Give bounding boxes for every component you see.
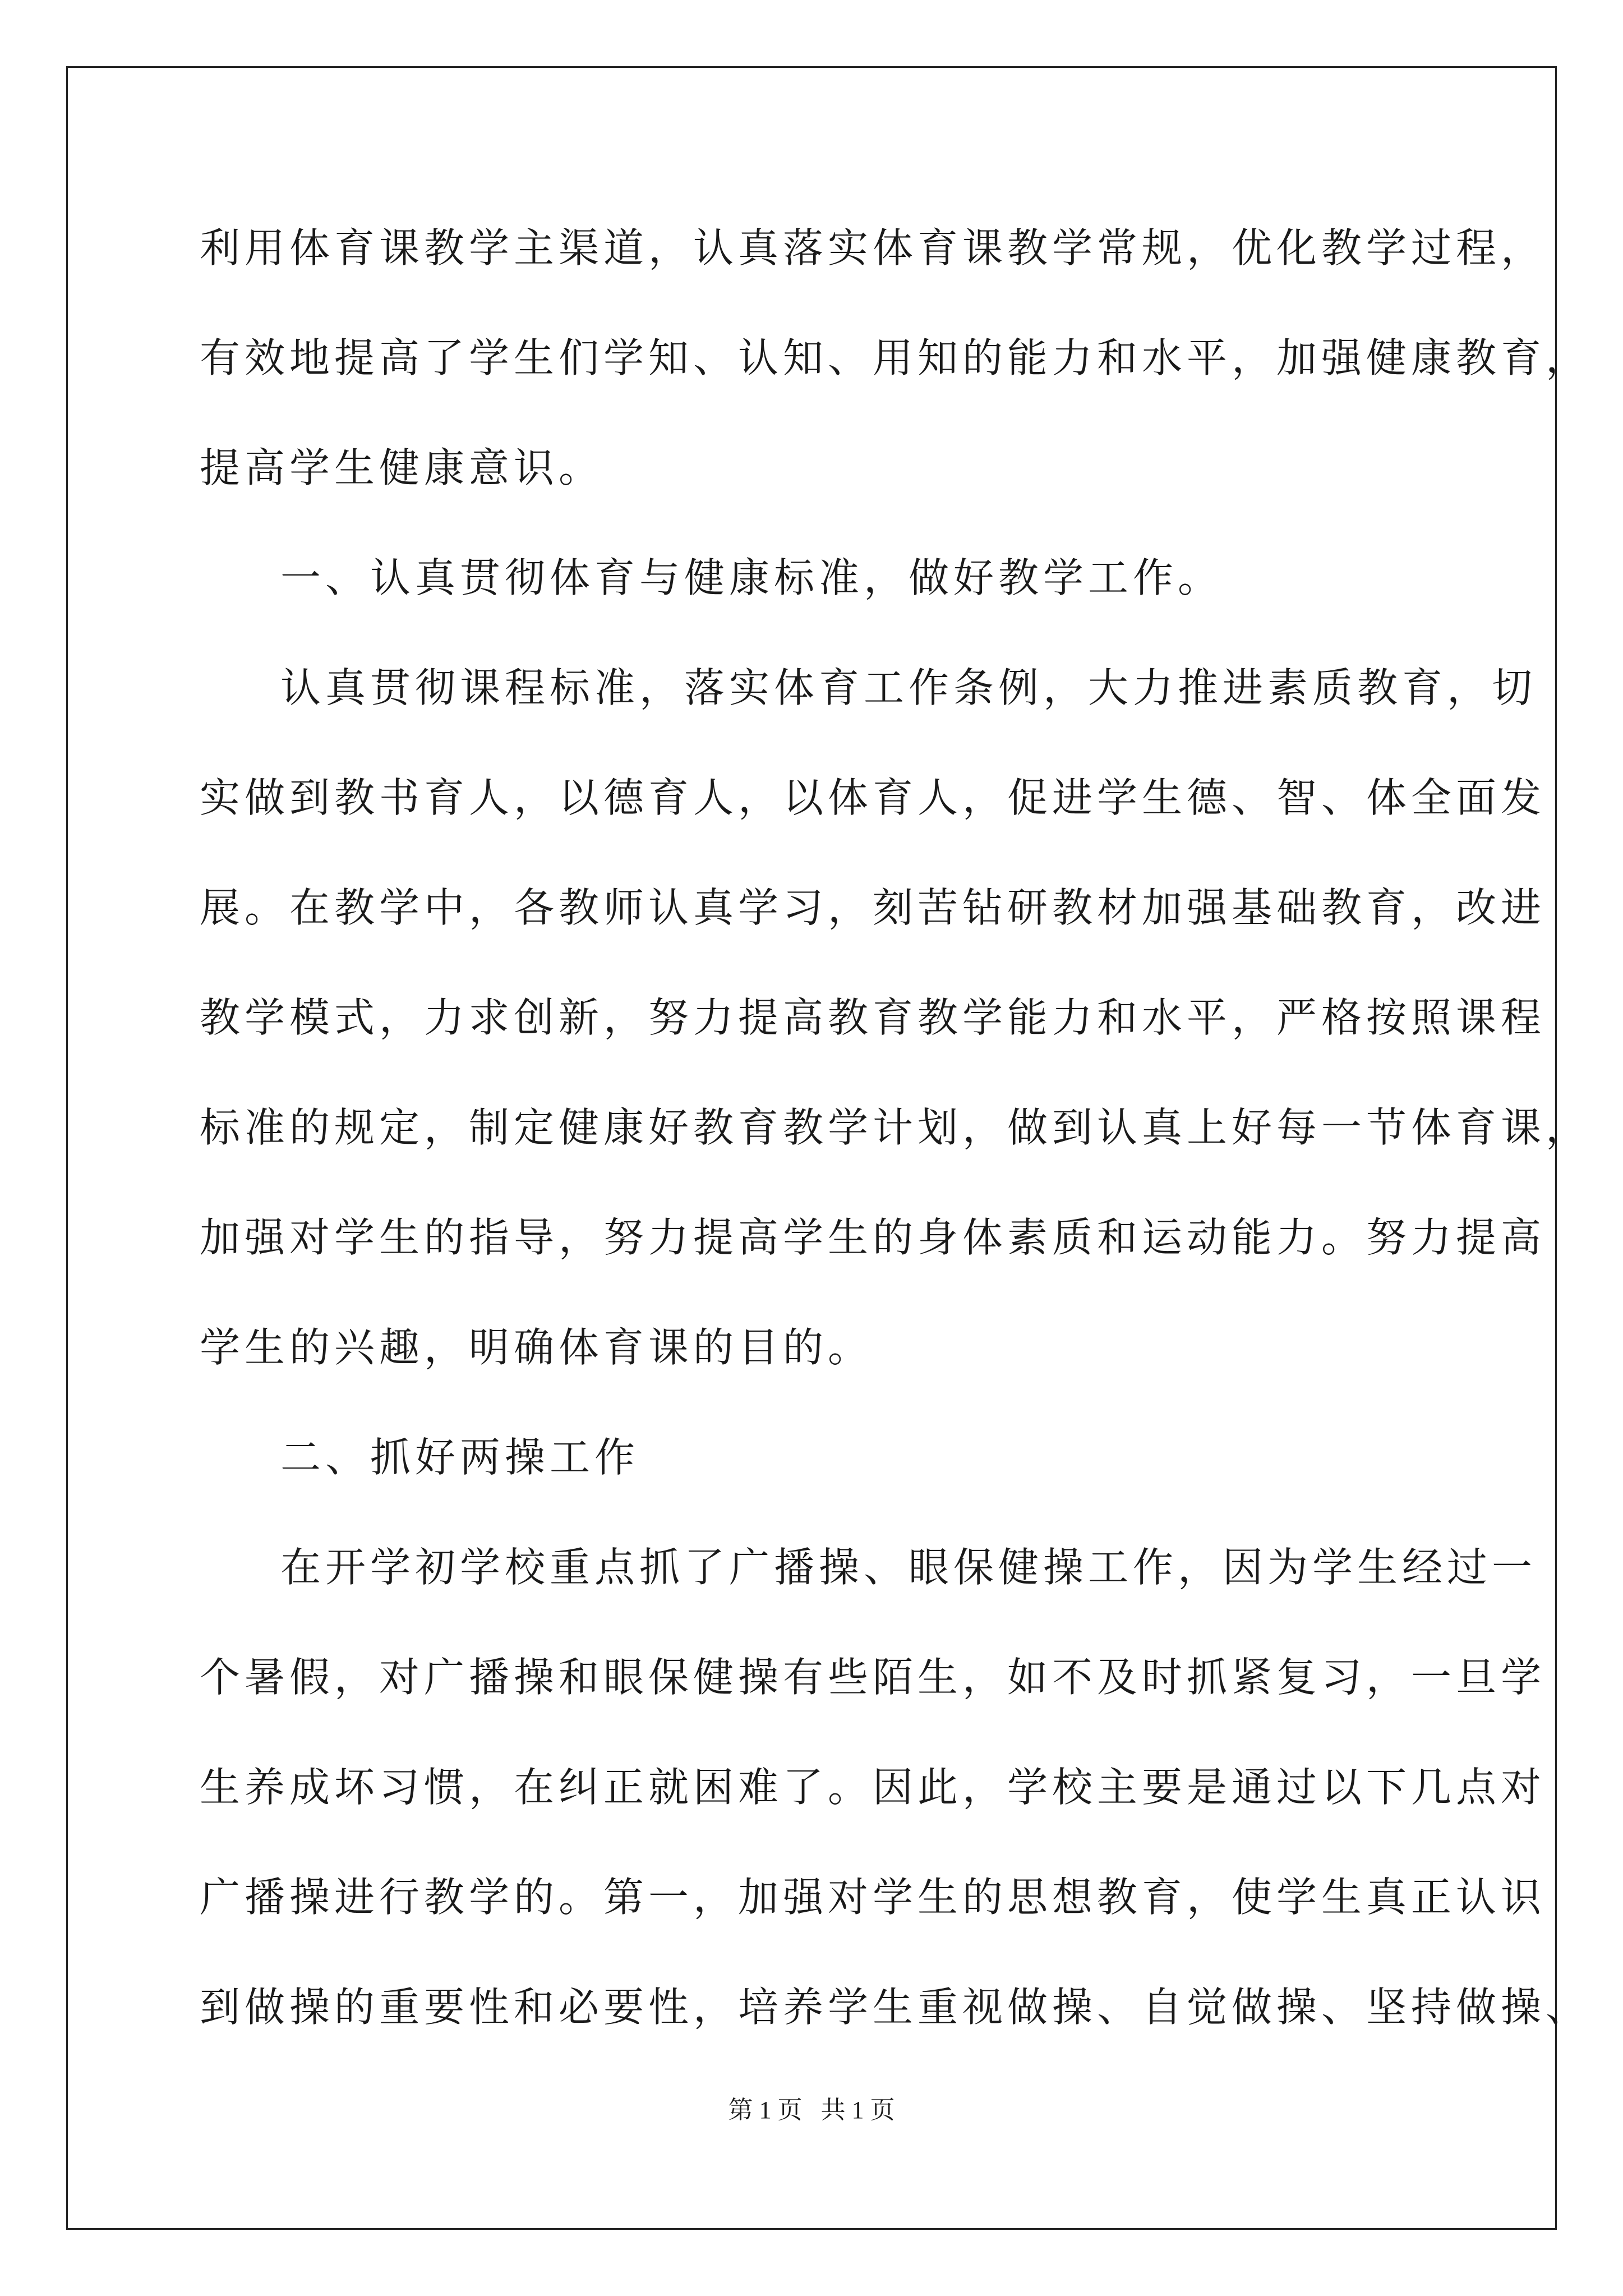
body-text-line: 认真贯彻课程标准，落实体育工作条例，大力推进素质教育，切 — [280, 664, 1537, 711]
body-text-line: 在开学初学校重点抓了广播操、眼保健操工作，因为学生经过一 — [280, 1544, 1537, 1591]
body-text-line: 加强对学生的指导，努力提高学生的身体素质和运动能力。努力提高 — [200, 1214, 1546, 1261]
body-text-line: 教学模式，力求创新，努力提高教育教学能力和水平，严格按照课程 — [200, 994, 1546, 1041]
body-text-line: 生养成坏习惯，在纠正就困难了。因此，学校主要是通过以下几点对 — [200, 1764, 1546, 1811]
body-text-line: 学生的兴趣，明确体育课的目的。 — [200, 1324, 873, 1371]
page-number-footer: 第 1 页 共 1 页 — [728, 2096, 895, 2124]
section-heading-1: 一、认真贯彻体育与健康标准，做好教学工作。 — [280, 554, 1223, 601]
body-text-line: 实做到教书育人，以德育人，以体育人，促进学生德、智、体全面发 — [200, 774, 1546, 821]
body-text-line: 广播操进行教学的。第一，加强对学生的思想教育，使学生真正认识 — [200, 1874, 1546, 1921]
section-heading-2: 二、抓好两操工作 — [280, 1434, 640, 1481]
body-text-line: 到做操的重要性和必要性，培养学生重视做操、自觉做操、坚持做操、 — [200, 1984, 1591, 2031]
body-text-line: 有效地提高了学生们学知、认知、用知的能力和水平，加强健康教育， — [200, 334, 1591, 381]
body-text-line: 提高学生健康意识。 — [200, 444, 604, 491]
body-text-line: 利用体育课教学主渠道，认真落实体育课教学常规，优化教学过程， — [200, 224, 1546, 272]
body-text-line: 标准的规定，制定健康好教育教学计划，做到认真上好每一节体育课， — [200, 1104, 1591, 1151]
body-text-line: 展。在教学中，各教师认真学习，刻苦钻研教材加强基础教育，改进 — [200, 884, 1546, 931]
body-text-line: 个暑假，对广播操和眼保健操有些陌生，如不及时抓紧复习，一旦学 — [200, 1654, 1546, 1701]
